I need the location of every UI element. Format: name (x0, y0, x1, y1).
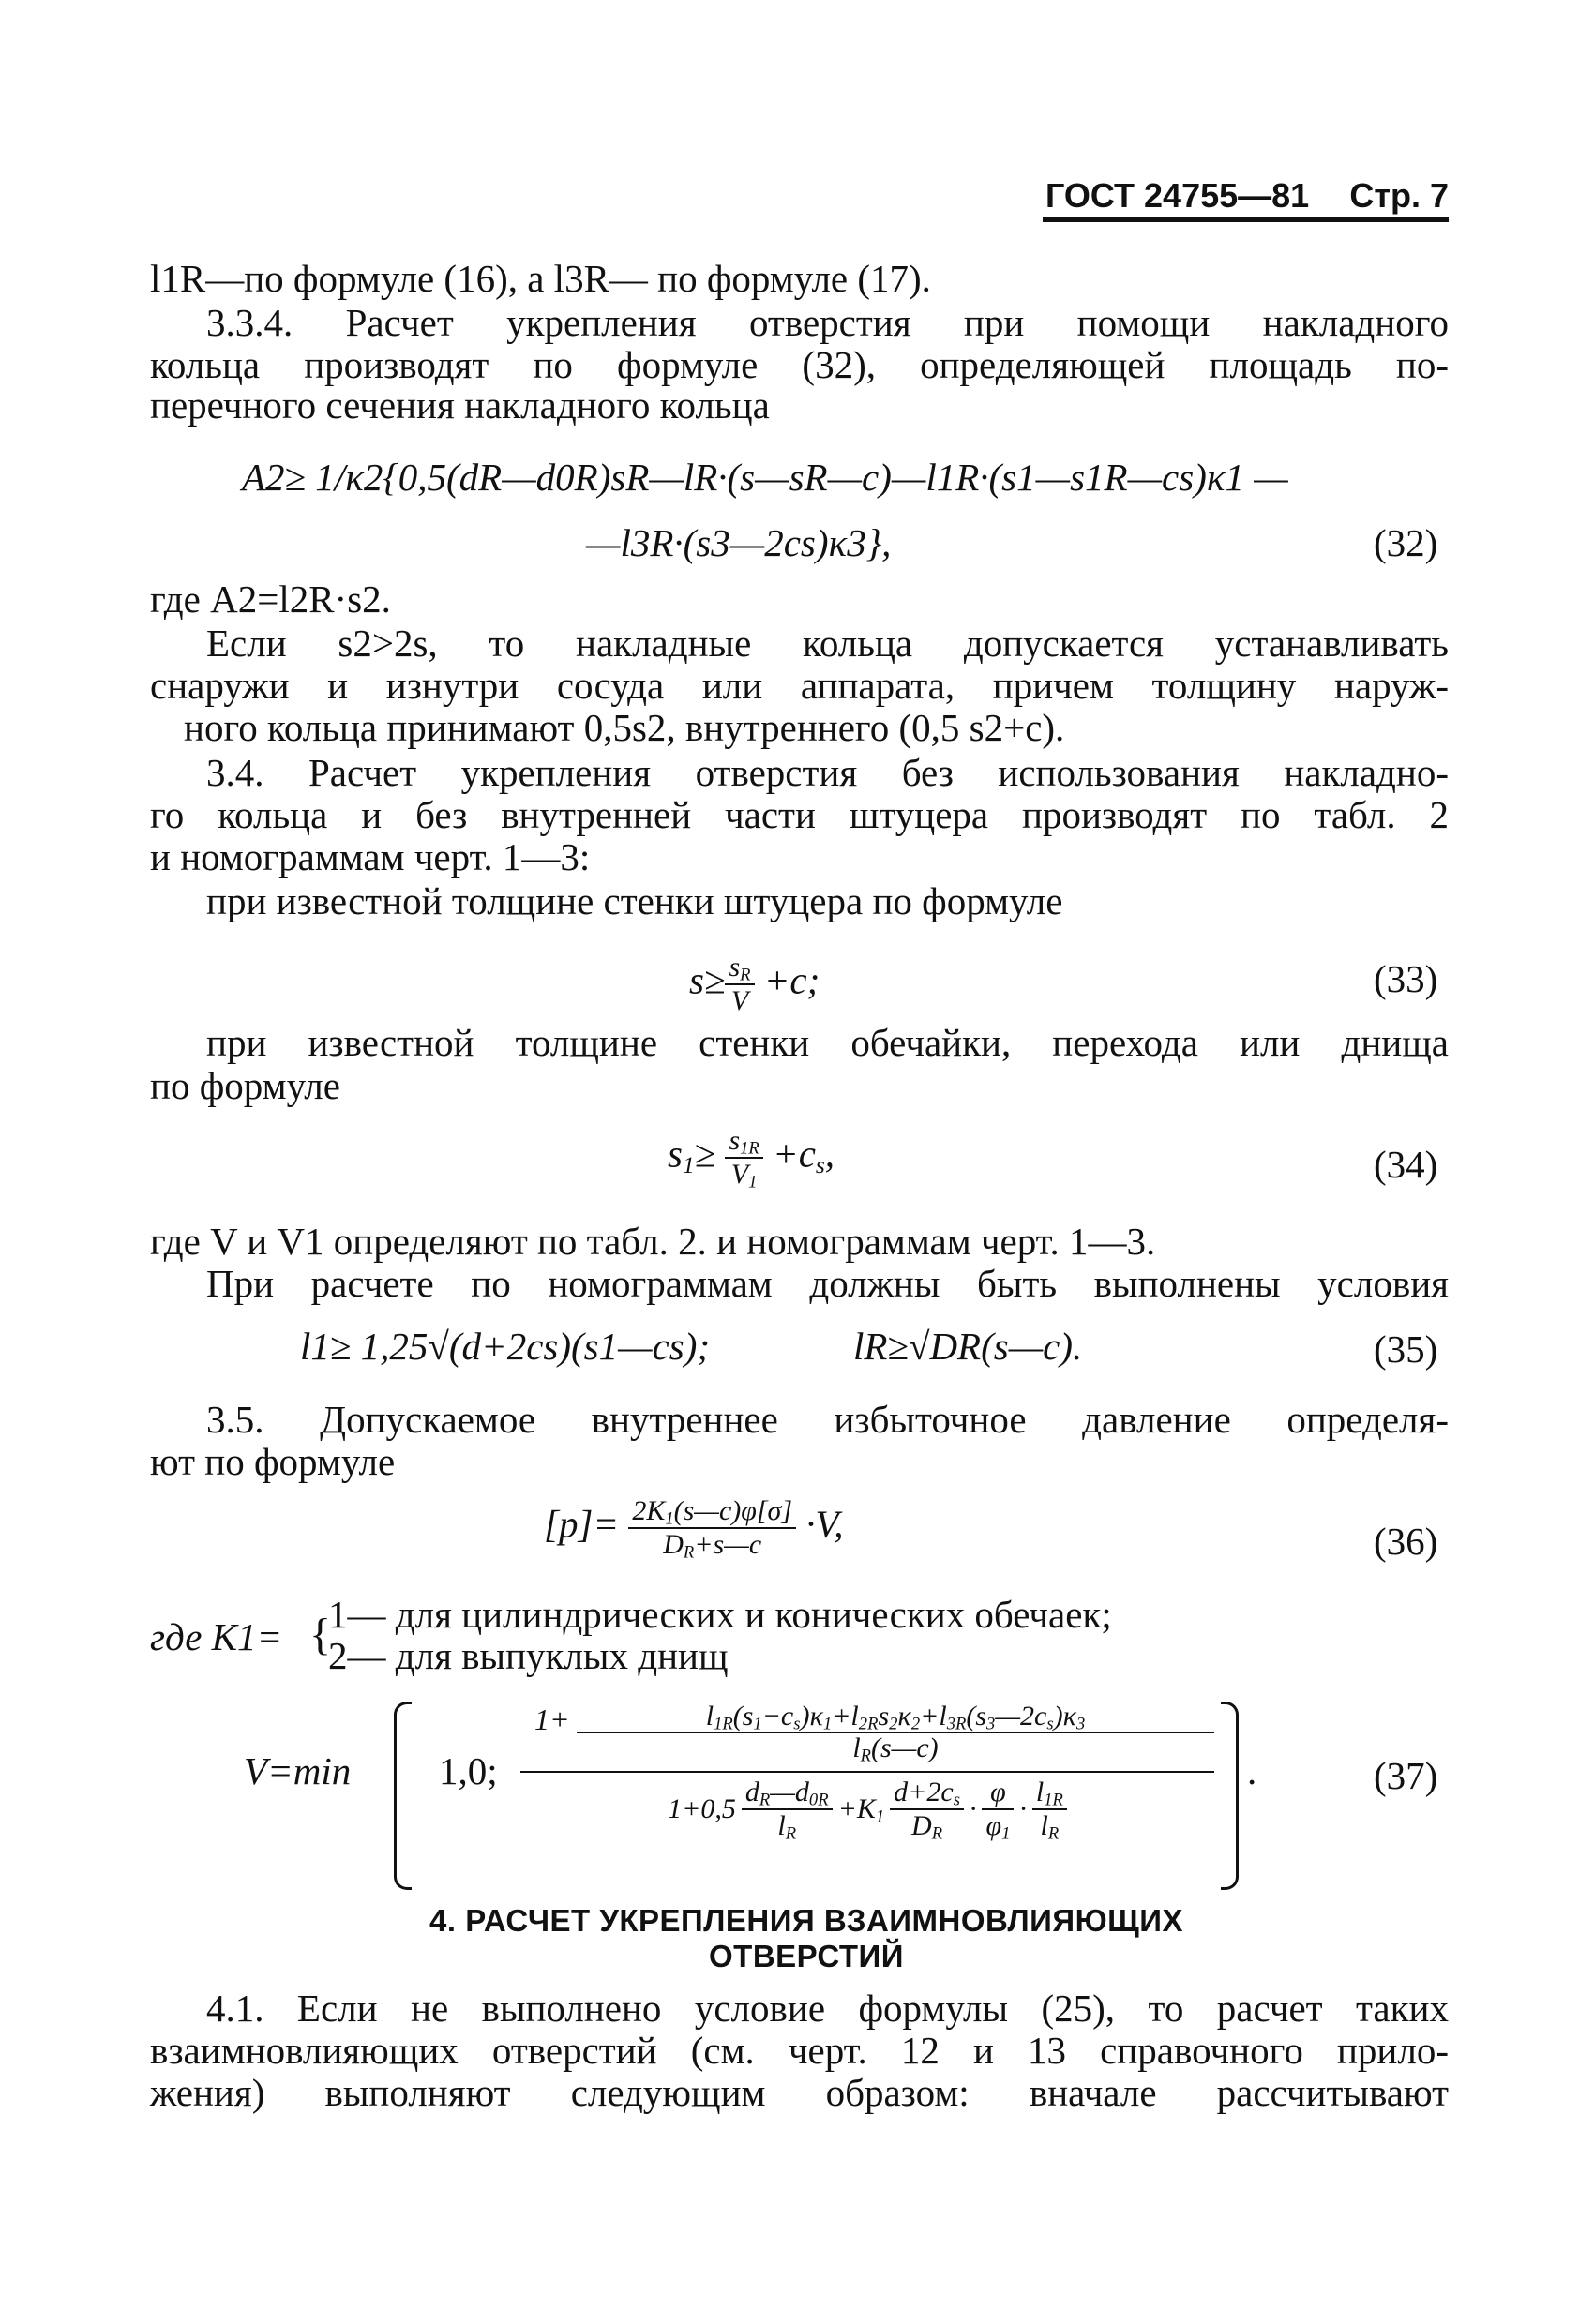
formula-36: [p]= $\frac{2K_1(s—c)\varphi[\sigma]}{D_R+s—c}$ ·V, (544, 1495, 844, 1563)
header-rule (1043, 217, 1449, 222)
fraction: $\frac{s_R}{V}$ (725, 952, 754, 1017)
formula-37-fraction: 1+ $l_{1R}(s_1-c_s)\kappa_1+l_{2R}s_2\kappa_2+l_{3R}(s_3—2c_s)\kappa_3$ $l_R(s—c)$ 1+0,5 $\frac{d_R—d_{0R}}{l_R}$ $+K_1$ $\frac{d+2c_s}{D_R}$ · $\frac{\varphi}{\varphi_1}$ · $\frac{l_{1R}}{l_R}$ (520, 1702, 1214, 1842)
k1-case: 2— для выпуклых днищ (328, 1634, 729, 1677)
formula-32-line2: —l3R·(s3—2cs)κ3}, (586, 521, 892, 564)
formula-37-lhs: V=min (244, 1749, 352, 1792)
text-line: ного кольца принимают 0,5s2, внутреннего (0,5 s2+c). (184, 706, 1065, 749)
text-line: по формуле (150, 1064, 340, 1107)
text-line: ют по формуле (150, 1440, 396, 1483)
text-line: снаружи и изнутри сосуда или аппарата, причем толщину наруж- (150, 664, 1449, 707)
text-line: 3.4. Расчет укрепления отверстия без использования накладно- (206, 751, 1449, 794)
k1-definition: где K1= (150, 1615, 283, 1658)
text-line: взаимновлияющих отверстий (см. черт. 12 и 13 справочного прило- (150, 2029, 1449, 2072)
formula-32-line1: A2≥ 1/κ2{0,5(dR—d0R)sR—lR·(s—sR—c)—l1R·(s1—s1R—cs)κ1 — (242, 456, 1288, 499)
fraction: $\frac{s_{1R}}{V_1}$ (725, 1125, 762, 1191)
text-line: при известной толщине стенки штуцера по формуле (206, 879, 1063, 922)
text-line: Если s2>2s, то накладные кольца допускается устанавливать (206, 622, 1449, 665)
formula-35-part2: lR≥√DR(s—c). (853, 1325, 1083, 1368)
page-number: Стр. 7 (1349, 176, 1449, 215)
text-line: l1R—по формуле (16), а l3R— по формуле (17). (150, 257, 931, 300)
text-line: го кольца и без внутренней части штуцера производят по табл. 2 (150, 793, 1449, 836)
section-title: 4. РАСЧЕТ УКРЕПЛЕНИЯ ВЗАИМНОВЛИЯЮЩИХ ОТВЕРСТИЙ (429, 1903, 1183, 1973)
formula-37-one: 1,0; (439, 1749, 498, 1792)
formula-33: s≥ $\frac{s_R}{V}$ +c; (689, 952, 820, 1016)
text-line: 3.5. Допускаемое внутреннее избыточное давление определя- (206, 1398, 1449, 1441)
formula-35-part1: l1≥ 1,25√(d+2cs)(s1—cs); (300, 1325, 711, 1368)
page-header (1045, 176, 1449, 223)
standard-number: ГОСТ 24755—81 (1045, 176, 1310, 215)
text-line: 4.1. Если не выполнено условие формулы (25), то расчет таких (206, 1987, 1449, 2030)
text-line: где A2=l2R·s2. (150, 577, 391, 621)
formula-number: (37) (1374, 1754, 1438, 1797)
formula-number: (33) (1374, 957, 1438, 1000)
text-line: жения) выполняют следующим образом: вначале рассчитывают (150, 2071, 1449, 2114)
formula-37-period: . (1247, 1749, 1257, 1792)
text-line: при известной толщине стенки обечайки, перехода или днища (206, 1021, 1449, 1064)
formula-number: (35) (1374, 1327, 1438, 1371)
text-line: перечного сечения накладного кольца (150, 383, 770, 427)
left-brace-icon (394, 1702, 412, 1890)
formula-number: (36) (1374, 1520, 1438, 1563)
text-line: При расчете по номограммам должны быть выполнены условия (206, 1262, 1449, 1305)
k1-case: 1— для цилиндрических и конических обечаек; (328, 1593, 1112, 1636)
brace-icon: { (309, 1610, 332, 1659)
text-line: 3.3.4. Расчет укрепления отверстия при помощи накладного (206, 301, 1449, 344)
fraction: $\frac{2K_1(s—c)\varphi[\sigma]}{D_R+s—c}$ (628, 1495, 796, 1561)
text-line: где V и V1 определяют по табл. 2. и номограммам черт. 1—3. (150, 1220, 1156, 1263)
right-brace-icon (1221, 1702, 1239, 1890)
text-line: и номограммам черт. 1—3: (150, 835, 591, 878)
formula-number: (34) (1374, 1143, 1438, 1186)
formula-34: $s_1\ge$ $\frac{s_{1R}}{V_1}$ $+c_s$, (668, 1125, 835, 1192)
text-line: кольца производят по формуле (32), определяющей площадь по- (150, 343, 1449, 386)
formula-number: (32) (1374, 521, 1438, 564)
